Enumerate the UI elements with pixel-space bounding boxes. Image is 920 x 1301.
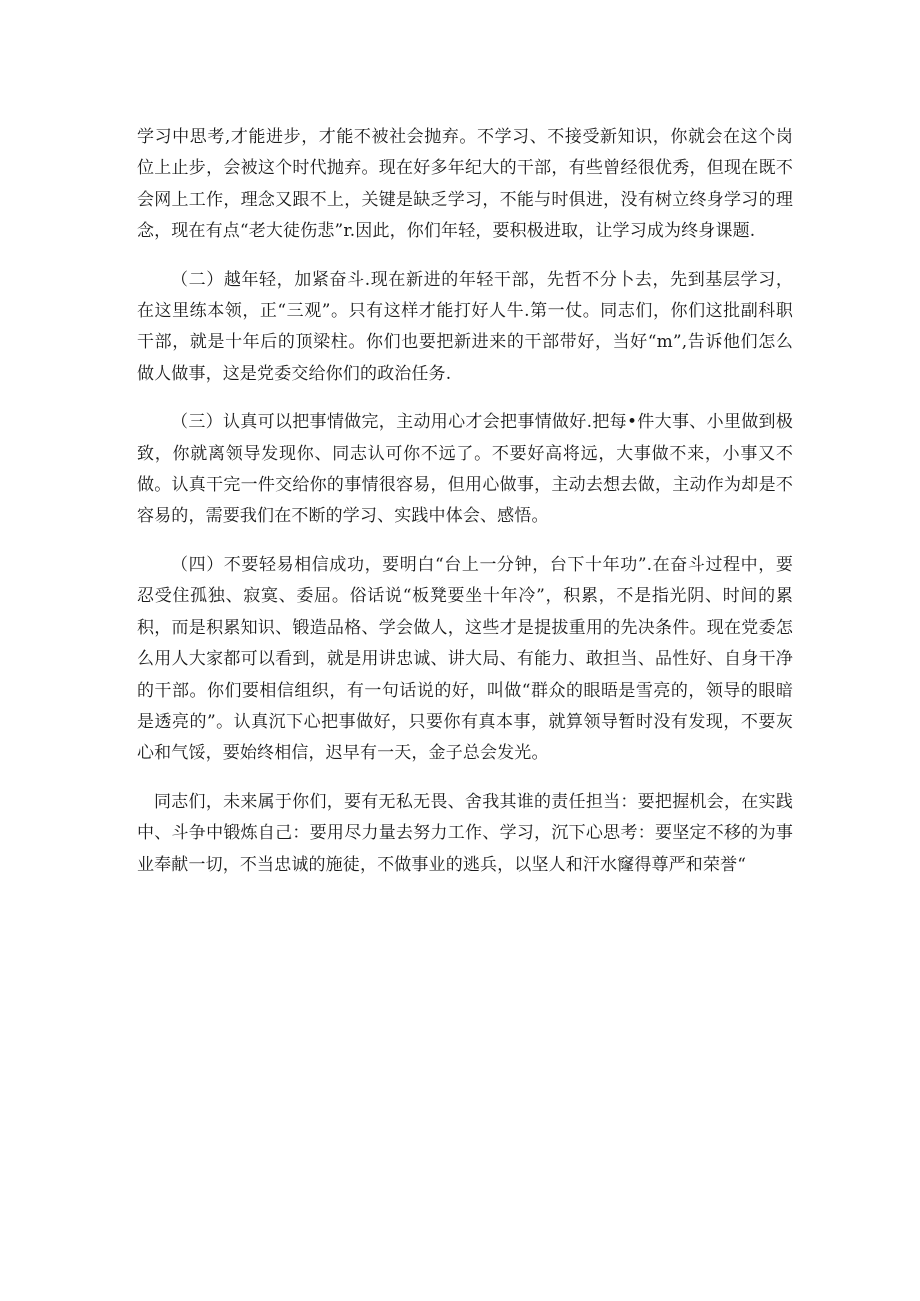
paragraph-section-three: （三）认真可以把事情做完，主动用心才会把事情做好.把每•件大事、小里做到极致，你就离领导发现你、同志认可你不远了。不要好高将远，大事做不来，小事又不做。认真干完一件交给你的事情很容易，但用心做事，主动去想去做，主动作为却是不容易的，需要我们在不断的学习、实践中体会、感悟。	[137, 412, 793, 527]
paragraph-section-two: （二）越年轻，加紧奋斗.现在新进的年轻干部，先哲不分卜去，先到基层学习，在这里练本领，正“三观”。只有这样才能打好人牛.第一仗。同志们，你们这批副科职干部，就是十年后的顶梁柱。你们也要把新进来的干部带好，当好“m”,告诉他们怎么做人做事，这是党委交给你们的政治任务.	[137, 269, 793, 384]
paragraph-study: 学习中思考,才能进步，才能不被社会抛弃。不学习、不接受新知识，你就会在这个岗位上止步，会被这个时代抛弃。现在好多年纪大的干部，有些曾经很优秀，但现在既不会网上工作，理念又跟不上，关键是缺乏学习，不能与时俱进，没有树立终身学习的理念，现在有点“老大徒伤悲”r.因此，你们年轻，要积极进取，让学习成为终身课题.	[137, 127, 793, 242]
document-body	[137, 122, 793, 898]
paragraph-section-four: （四）不要轻易相信成功，要明白“台上一分钟，台下十年功”.在奋斗过程中，要忍受住孤独、寂寞、委屈。俗话说“板凳要坐十年冷”，积累，不是指光阴、时间的累积，而是积累知识、锻造品格、学会做人，这些才是提拔重用的先决条件。现在党委怎么用人大家都可以看到，就是用讲忠诚、讲大局、有能力、敢担当、品性好、自身干净的干部。你们要相信组织，有一句话说的好，叫做“群众的眼晤是雪亮的，领导的眼暗是透亮的”。认真沉下心把事做好，只要你有真本事，就算领导暂时没有发现，不要灰心和气馁，要始终相信，迟早有一天，金子总会发光。	[137, 554, 793, 764]
paragraph-closing: 同志们，未来属于你们，要有无私无畏、舍我其谁的责任担当：要把握机会，在实践中、斗争中锻炼自己：要用尽力量去努力工作、学习，沉下心思考：要坚定不移的为事业奉献一切，不当忠诚的施徒，不做事业的逃兵，以坚人和汗水窿得尊严和荣誉“	[137, 791, 793, 875]
